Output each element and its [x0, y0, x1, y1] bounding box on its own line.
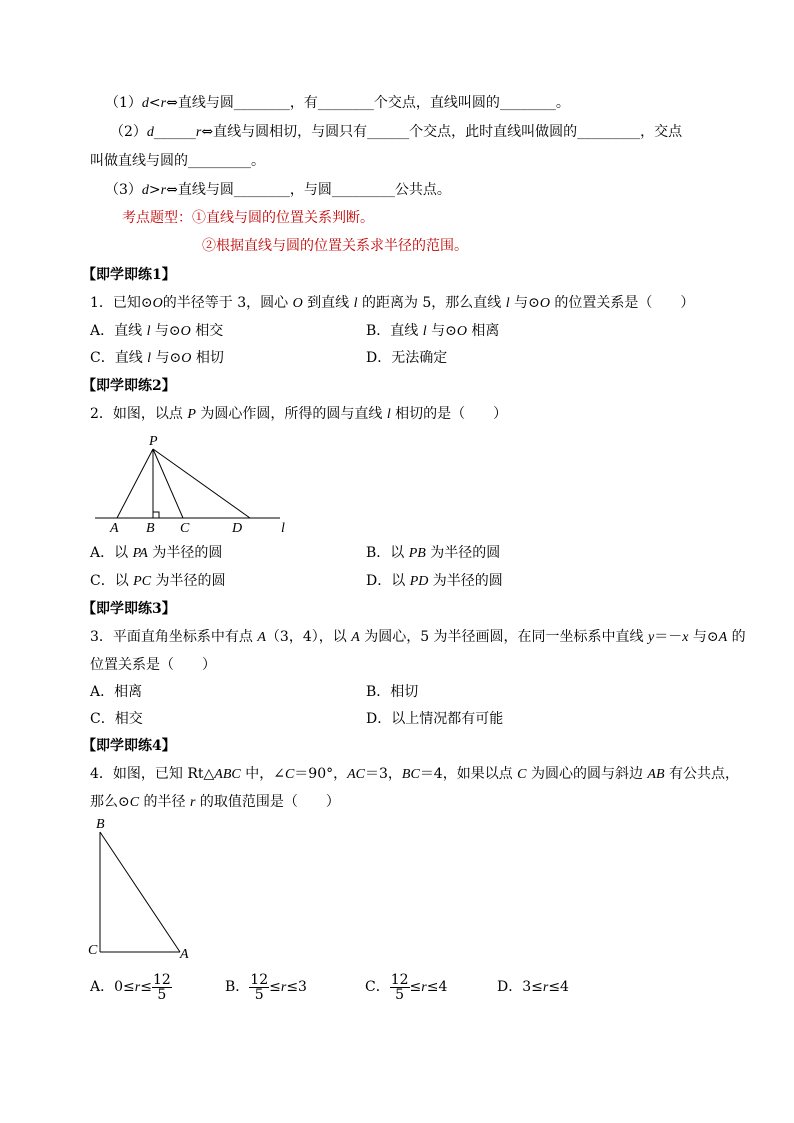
question-2-stem: 2．如图，以点 P 为圆心作圆，所得的圆与直线 l 相切的是（ ） [90, 406, 508, 422]
blank: ______ [153, 124, 196, 140]
q3-option-a[interactable]: A．相离 [90, 684, 143, 700]
iff-symbol: ⇔ [166, 95, 178, 111]
q2-option-c[interactable]: C．以 PC 为半径的圆 [90, 573, 226, 589]
section-header-1: 【即学即练1】 [82, 267, 176, 283]
definition-text: 直线与圆相切，与圆只有______个交点，此时直线叫做圆的_________，交点 [213, 124, 683, 140]
q4-option-a[interactable]: A．0≤r≤ $\frac{12}{5}$ [90, 971, 171, 1003]
label-a: A [180, 947, 189, 962]
q1-option-d[interactable]: D．无法确定 [366, 350, 448, 366]
q1-option-a[interactable]: A．直线 l 与⊙O 相交 [90, 323, 224, 339]
q3-option-c[interactable]: C．相交 [90, 711, 143, 727]
label-a: A [110, 521, 119, 536]
question-4-stem: 4．如图，已知 Rt△ABC 中，∠C＝90°，AC＝3，BC＝4，如果以点 C 为圆心的圆与斜边 AB 有公共点， [90, 766, 739, 782]
q2-option-b[interactable]: B．以 PB 为半径的圆 [366, 545, 501, 561]
label-p: P [149, 434, 158, 449]
var-d: d [146, 125, 154, 140]
section-header-3: 【即学即练3】 [82, 601, 176, 617]
fraction: $\frac{12}{5}$ [152, 971, 171, 1003]
q3-option-d[interactable]: D．以上情况都有可能 [366, 711, 504, 727]
topic-item-1: ①直线与圆的位置关系判断。 [192, 210, 374, 226]
section-header-2: 【即学即练2】 [82, 378, 176, 394]
label-d: D [232, 521, 243, 536]
item-number: （2） [110, 124, 147, 140]
var-d: d [141, 96, 149, 111]
iff-symbol: ⇔ [201, 124, 214, 140]
q3-option-b[interactable]: B．相切 [366, 684, 419, 700]
greater-than: > [148, 182, 161, 198]
right-angle-mark [153, 512, 159, 518]
item-number: （1） [105, 95, 142, 111]
label-c: C [88, 943, 98, 958]
fraction: $\frac{12}{5}$ [250, 971, 269, 1003]
q2-option-a[interactable]: A．以 PA 为半径的圆 [90, 545, 223, 561]
var-d: d [141, 183, 149, 198]
less-than: < [148, 95, 161, 111]
iff-symbol: ⇔ [166, 182, 178, 198]
question-3-stem: 3．平面直角坐标系中有点 A（3，4），以 A 为圆心，5 为半径画圆，在同一坐标系中直线 y＝－x 与⊙A 的 [90, 629, 746, 645]
question-1-stem: 1．已知⊙O的半径等于 3，圆心 O 到直线 l 的距离为 5，那么直线 l 与⊙O 的位置关系是（ ） [90, 295, 695, 311]
label-l: l [281, 521, 285, 536]
label-b: B [146, 521, 155, 536]
label-c: C [180, 521, 190, 536]
topic-label: 考点题型： [122, 210, 192, 226]
definition-2-continued: 叫做直线与圆的_________。 [90, 153, 265, 169]
definition-text: 直线与圆________，与圆_________公共点。 [177, 182, 451, 198]
q4-option-b[interactable]: B． $\frac{12}{5}$ ≤r≤3 [225, 971, 307, 1003]
var-r: r [160, 183, 167, 198]
question-4-stem-continued: 那么⊙C 的半径 r 的取值范围是（ ） [90, 794, 340, 810]
fraction: $\frac{12}{5}$ [390, 971, 409, 1003]
section-header-4: 【即学即练4】 [82, 738, 176, 754]
q1-option-c[interactable]: C．直线 l 与⊙O 相切 [90, 350, 224, 366]
q2-option-d[interactable]: D．以 PD 为半径的圆 [366, 573, 503, 589]
label-b: B [96, 817, 105, 832]
var-r: r [195, 125, 202, 140]
q4-option-c[interactable]: C． $\frac{12}{5}$ ≤r≤4 [365, 971, 448, 1003]
topic-item-2: ②根据直线与圆的位置关系求半径的范围。 [202, 238, 468, 254]
segment-ab [100, 832, 180, 952]
q1-option-b[interactable]: B．直线 l 与⊙O 相离 [366, 323, 500, 339]
q4-option-d[interactable]: D．3≤r≤4 [497, 979, 569, 995]
segment-pa [117, 449, 153, 518]
question-3-stem-continued: 位置关系是（ ） [90, 657, 216, 673]
var-r: r [160, 96, 167, 111]
item-number: （3） [105, 182, 142, 198]
definition-text: 直线与圆________，有________个交点，直线叫圆的________。 [177, 95, 570, 111]
